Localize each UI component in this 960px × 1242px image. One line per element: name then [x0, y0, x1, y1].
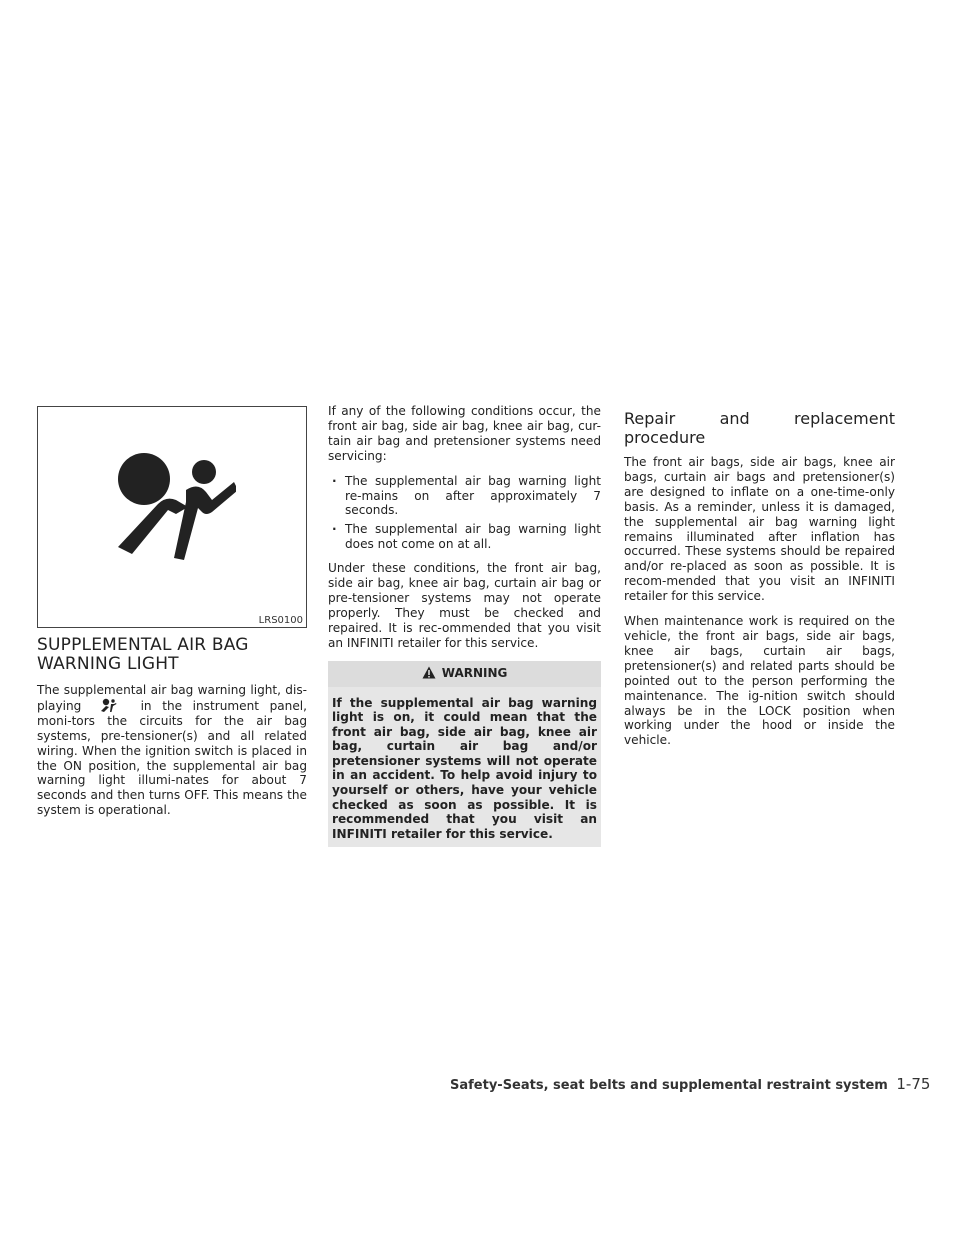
subsection-title: Repair and replacement procedure	[624, 409, 895, 447]
airbag-warning-figure	[37, 406, 307, 628]
column-left	[37, 636, 307, 828]
intro-text-before-icon: The supplemental air bag warning light, dis-playing	[37, 683, 307, 713]
section-title-line1: SUPPLEMENTAL AIR BAG	[37, 635, 249, 655]
page-footer	[450, 1075, 930, 1093]
intro-paragraph	[37, 683, 307, 818]
conditions-paragraph: Under these conditions, the front air bag, side air bag, knee air bag, curtain air bag or pre-tensioner systems may not operate properly. They must be checked and repaired. It is rec-ommended that you visit an INFINITI retailer for this service.	[328, 561, 601, 650]
intro-text-after-icon: in the instrument panel, moni-tors the circuits for the air bag systems, pre-tensioner(s) and all related wiring. When the ignition switch is placed in the ON position, the supplemental air bag warning light illumi-nates for about 7 seconds and then turns OFF. This means the system is operational.	[37, 698, 307, 818]
repair-paragraph: The front air bags, side air bags, knee air bags, curtain air bags and pretensioner(s) are designed to inflate on a one-time-only basis. As a reminder, unless it is damaged, the supplemental air bag warning light remains illuminated after inflation has occurred. These systems should be repaired and/or re-placed as soon as possible. It is recom-mended that you visit an INFINITI retailer for this service.	[624, 455, 895, 604]
column-middle	[328, 404, 601, 847]
column-right	[624, 409, 895, 758]
warning-text: If the supplemental air bag warning light is on, it could mean that the front air bag, side air bag, knee air bag, curtain air bag and/or pretensioner systems will not operate in an accident. To help avoid injury to yourself or others, have your vehicle checked as soon as possible. It is recommended that you visit an INFINITI retailer for this service.	[332, 695, 597, 841]
conditions-intro: If any of the following conditions occur, the front air bag, side air bag, knee air bag, cur-tain air bag and pretensioner systems need servicing:	[328, 404, 601, 463]
warning-header	[328, 661, 601, 687]
warning-title: WARNING	[441, 665, 508, 680]
figure-label: LRS0100	[258, 615, 303, 626]
conditions-list	[328, 474, 601, 553]
footer-section-title: Safety-Seats, seat belts and supplemental restraint system	[450, 1078, 888, 1093]
section-title-line2: WARNING LIGHT	[37, 654, 179, 674]
list-item: · The supplemental air bag warning light re-mains on after approximately 7 seconds.	[328, 474, 601, 519]
airbag-warning-icon	[116, 452, 236, 562]
warning-box	[328, 661, 601, 848]
list-item: · The supplemental air bag warning light does not come on at all.	[328, 522, 601, 552]
airbag-inline-icon	[92, 698, 130, 712]
page-number: 1-75	[896, 1075, 931, 1093]
maintenance-paragraph: When maintenance work is required on the vehicle, the front air bags, side air bags, knee air bags, curtain air bags, pretensioner(s) and related parts should be pointed out to the person performing the maintenance. The ig-nition switch should always be in the LOCK position when working under the hood or inside the vehicle.	[624, 614, 895, 748]
section-title	[37, 636, 307, 674]
warning-triangle-icon	[422, 666, 436, 679]
